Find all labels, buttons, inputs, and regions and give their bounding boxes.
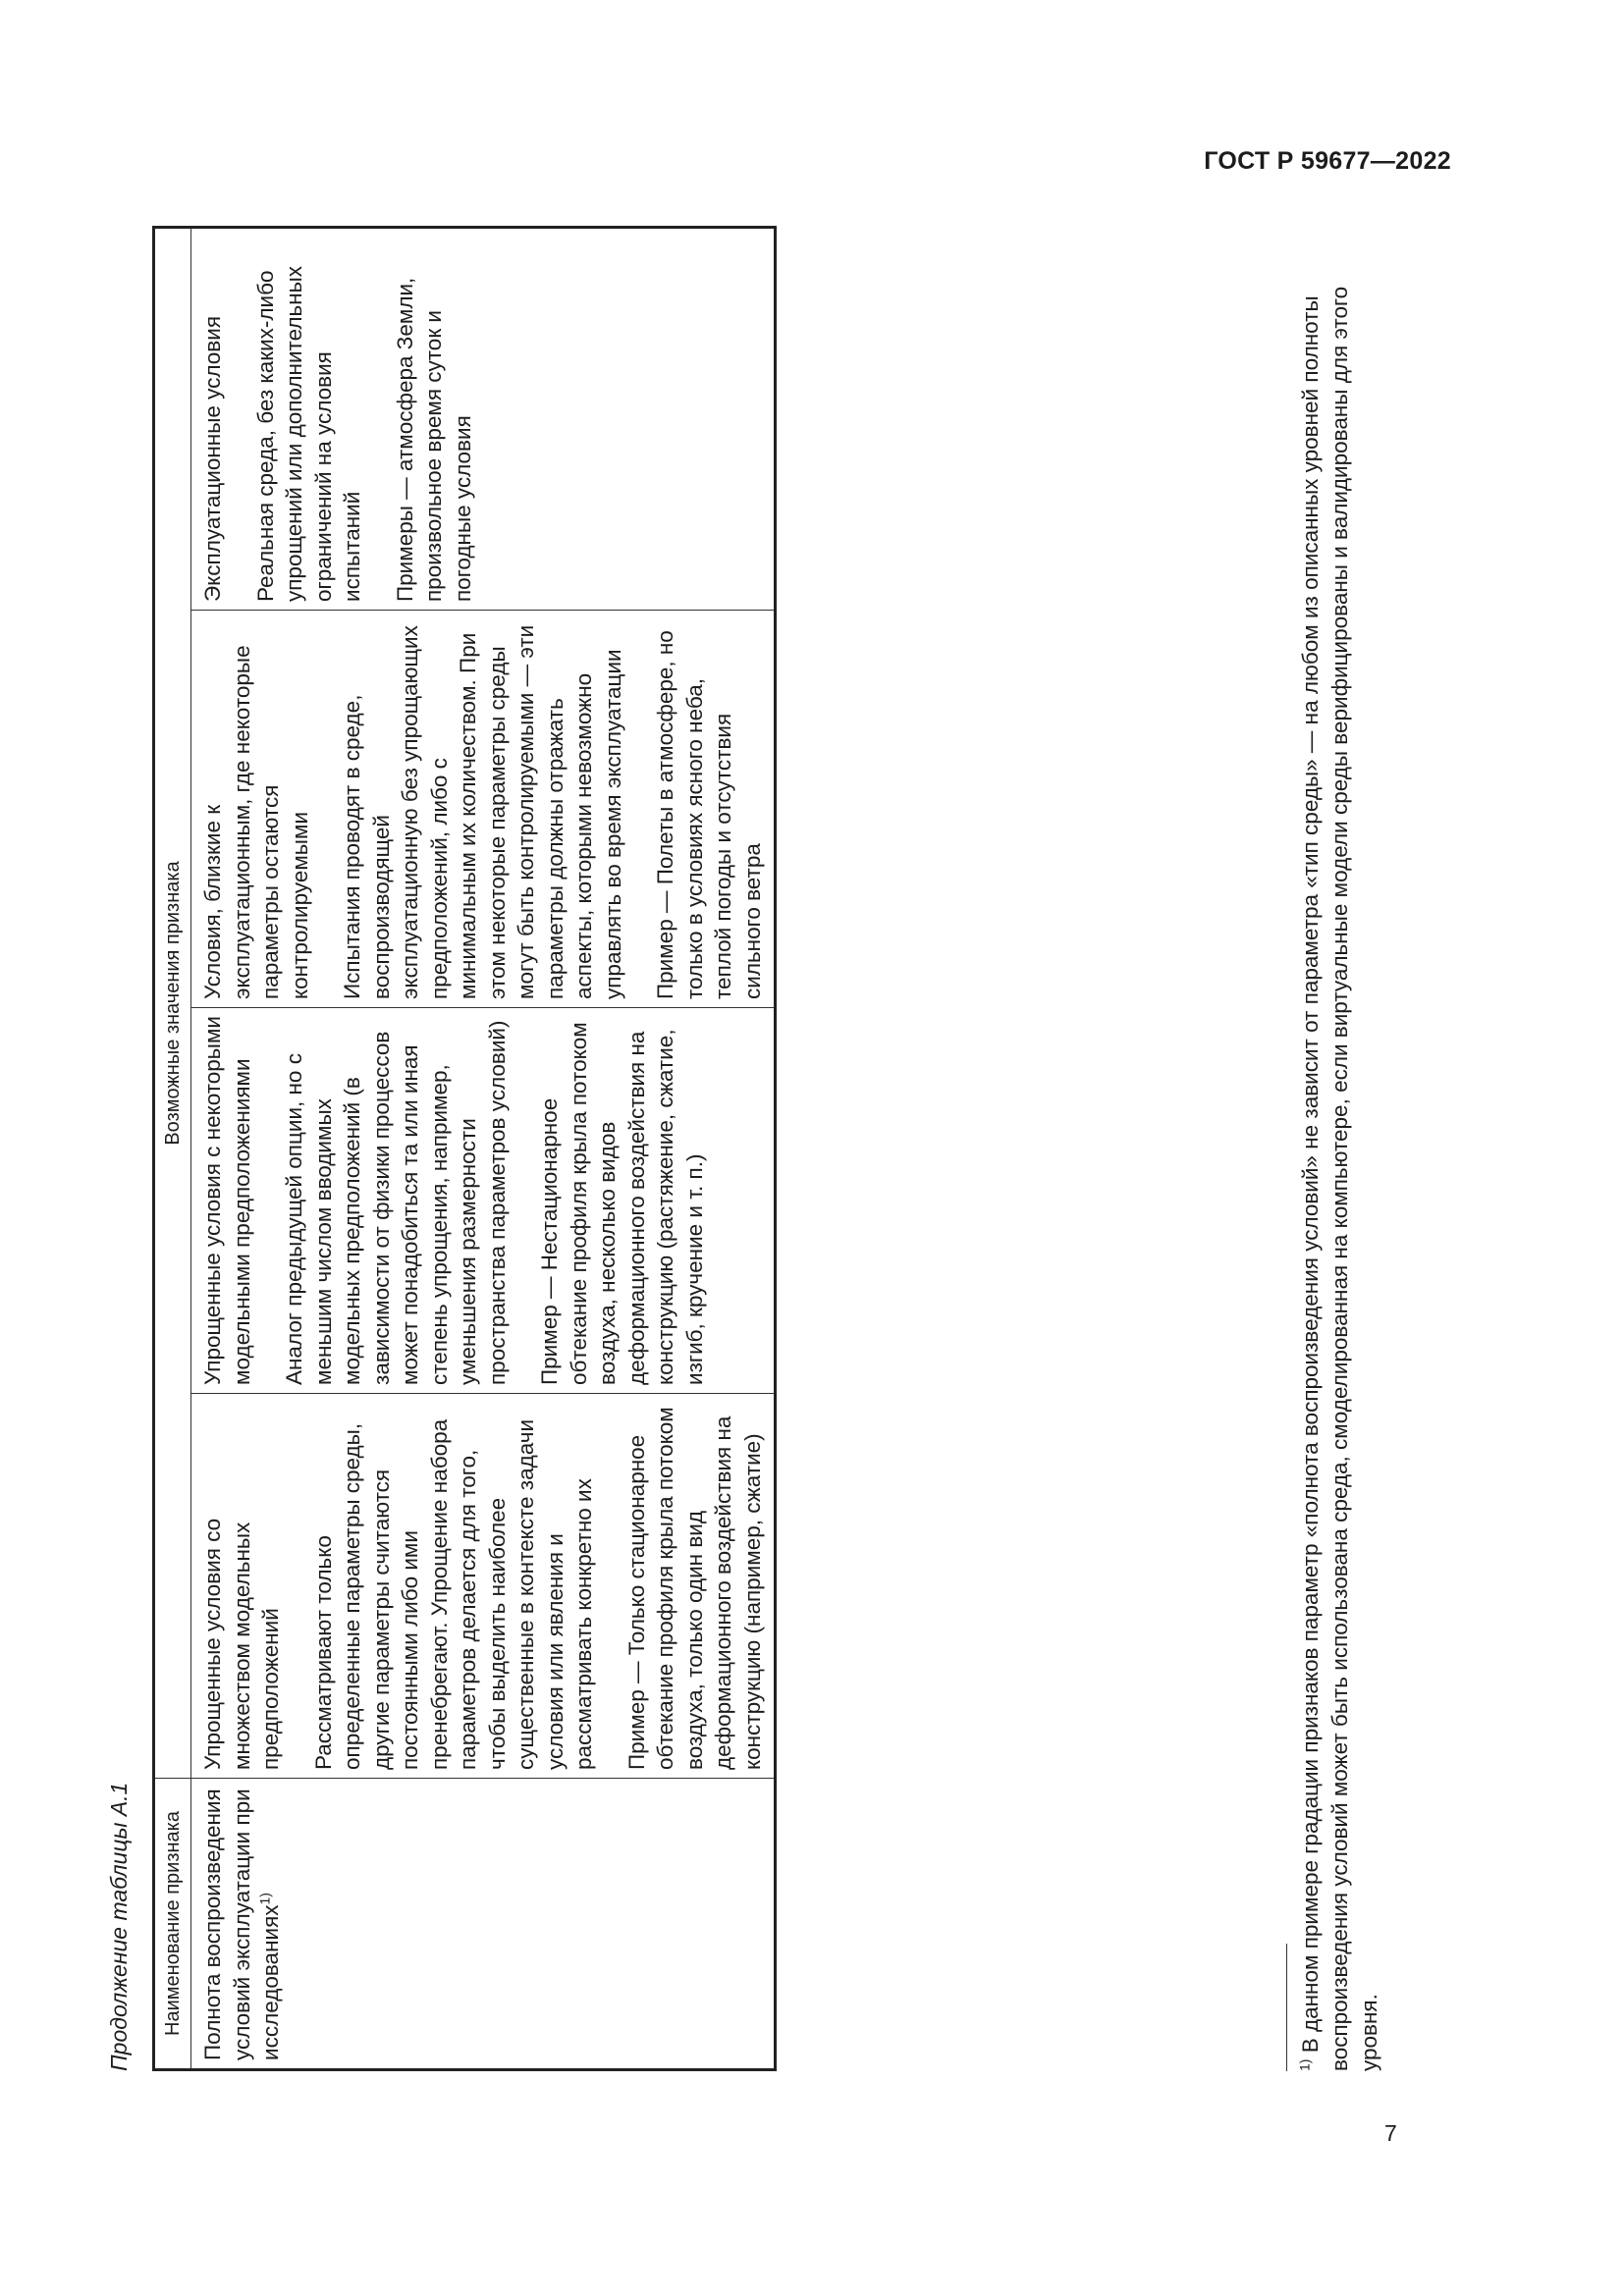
value-cell-1 — [191, 1394, 776, 1779]
footnote-ref: 1) — [256, 1893, 273, 1905]
value-4-title: Эксплуатационные условия — [200, 315, 225, 602]
value-3-example: Пример — Полеты в атмосфере, но только в условиях ясного неба, теплой погоды и отсутствия сильного ветра — [653, 630, 765, 999]
value-1-example: Пример — Только стационарное обтекание профиля крыла потоком воздуха, только один вид деформационного воздействия на конструкцию (например, сжатие) — [623, 1407, 765, 1770]
document-id-header: ГОСТ Р 59677—2022 — [1204, 147, 1451, 175]
value-cell-2 — [191, 1008, 776, 1394]
value-2-description: Аналог предыдущей опции, но с меньшим числом вводимых модельных предположений (в зависимости от физики процессов может понадобиться та или иная степень упрощения, например, уменьшения размерности пространства параметров условий) — [282, 1020, 510, 1385]
value-1-title: Упрощенные условия со множеством модельных предположений — [200, 1518, 283, 1770]
column-header-name: Наименование признака — [154, 1779, 191, 2070]
table-header-row — [154, 227, 191, 2069]
footnote-marker: 1) — [1296, 2058, 1313, 2071]
table-row — [191, 227, 776, 2069]
feature-name-cell — [191, 1779, 776, 2070]
value-cell-3 — [191, 611, 776, 1008]
footnote-divider — [1286, 1944, 1287, 2071]
value-3-title: Условия, близкие к эксплуатационным, где некоторые параметры остаются контролируемыми — [200, 645, 312, 999]
value-3-description: Испытания проводят в среде, воспроизводящей эксплуатационную без упрощающих предположений, либо с минимальным их количеством. При этом некоторые параметры среды могут быть контролируемыми — эти параметры должны отражать аспекты, которыми невозможно управлять во время эксплуатации — [340, 624, 625, 999]
feature-name: Полнота воспроизведения условий эксплуатации при исследованиях — [200, 1789, 283, 2060]
table-caption: Продолжение таблицы А.1 — [106, 1782, 132, 2071]
footnote-text: В данном примере градации признаков параметр «полнота воспроизведения условий» не зависит от параметра «тип среды» — на любом из описанных уровней полноты воспроизведения условий может быть использована среда, смоделированная на компьютере, если виртуальные модели среды верифицированы и валидированы для этого уровня. — [1298, 286, 1381, 2071]
value-2-example: Пример — Нестационарное обтекание профиля крыла потоком воздуха, несколько видов деформационного воздействия на конструкцию (растяжение, сжатие, изгиб, кручение и т. п.) — [537, 1022, 707, 1385]
column-header-values: Возможные значения признака — [154, 227, 191, 1778]
value-4-description: Реальная среда, без каких-либо упрощений или дополнительных ограничений на условия испытаний — [252, 265, 364, 602]
rotated-landscape-content — [98, 206, 1429, 2071]
value-2-title: Упрощенные условия с некоторыми модельными предположениями — [200, 1016, 254, 1385]
value-cell-4 — [191, 227, 776, 610]
value-4-example: Примеры — атмосфера Земли, произвольное время суток и погодные условия — [392, 277, 475, 602]
page-number: 7 — [1384, 2120, 1397, 2146]
footnote — [1296, 229, 1384, 2071]
value-1-description: Рассматривают только определенные параметры среды, другие параметры считаются постоянными либо ими пренебрегают. Упрощение набора параметров делается для того, чтобы выделить наиболее существенные в контексте задачи условия или явления и рассматривать конкретно их — [310, 1418, 596, 1770]
features-table — [152, 226, 777, 2071]
